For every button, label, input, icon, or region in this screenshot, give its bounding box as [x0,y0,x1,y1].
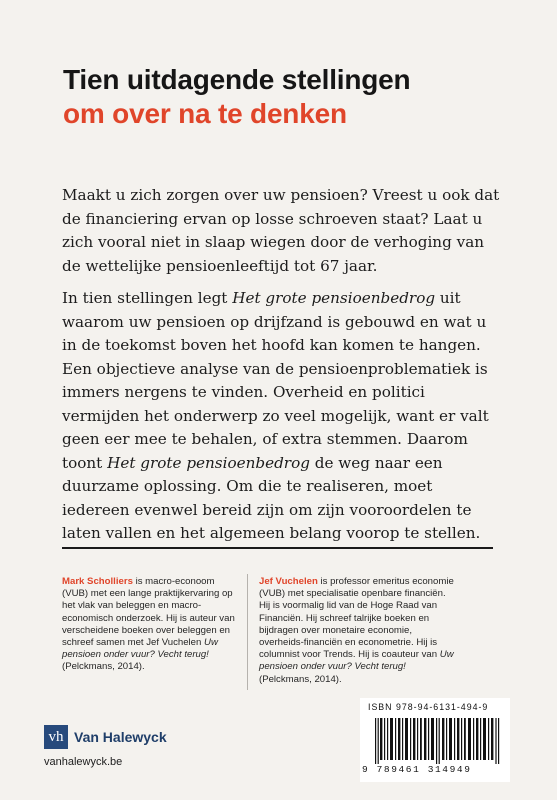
blurb-paragraph-1: Maakt u zich zorgen over uw pensioen? Vreest u ook dat de financiering ervan op losse schroeven staat? Laat u zich vooral niet in slaap wiegen door de verhoging van de wettelijke pensioenleeftijd tot 67 jaar. [62,186,500,275]
blurb-text: de weg naar een duurzame oplossing. Om die te realiseren, moet iedereen evenwel bereid zijn om zijn vooroordelen te laten vallen en het algemeen belang voorop te stellen. [62,453,481,542]
bio-text: (Pelckmans, 2014). [62,661,145,673]
isbn-label: ISBN 978-94-6131-494-9 [368,702,489,712]
publisher-name: Van Halewyck [74,729,167,745]
barcode-bars [375,718,501,764]
bio-text: is professor emeritus economie (VUB) met specialisatie openbare financiën. Hij is voormalig lid van de Hoge Raad van Financiën. Hij schreef talrijke boeken en bijdragen over monetaire economie, overheids-financiën en econometrie. Hij is columnist voor Trends. Hij is coauteur van [259,576,454,661]
publisher-website: vanhalewyck.be [44,756,123,768]
blurb-paragraph-2 [62,287,502,546]
author-name: Mark Scholliers [62,576,133,587]
publisher-logo-mark: vh [44,725,68,749]
divider-rule [62,547,493,549]
heading-line-1: Tien uitdagende stellingen [63,64,411,95]
blurb-text: In tien stellingen legt [62,289,233,307]
heading-line-2: om over na te denken [63,98,347,129]
column-divider [247,574,248,690]
book-title: Uw pensioen onder vuur? Vecht terug! [62,637,218,661]
bio-text: (Pelckmans, 2014). [259,673,342,685]
author-bio-scholliers [62,576,238,674]
book-title: Het grote pensioenbedrog [107,453,310,472]
barcode-box [360,698,510,782]
barcode-digits: 9 789461 314949 [362,764,472,775]
author-bio-vuchelen [259,576,459,686]
book-title: Uw pensioen onder vuur? Vecht terug! [259,649,454,673]
author-name: Jef Vuchelen [259,576,318,587]
blurb-text: uit waarom uw pensioen op drijfzand is gebouwd en wat u in de toekomst boven het hoofd kan komen te hangen. Een objectieve analyse van de pensioenproblematiek is immers nergens te vinden. Overheid en politici vermijden het onderwerp zo veel mogelijk, want er valt geen eer mee te behalen, of extra stemmen. Daarom toont [62,289,489,472]
bio-text: is macro-econoom (VUB) met een lange praktijkervaring op het vlak van beleggen en macro-economisch onderzoek. Hij is auteur van verscheidene boeken over beleggen en schreef samen met Jef Vuchelen [62,576,235,649]
publisher-logo [44,725,167,749]
blurb [62,184,502,546]
book-title: Het grote pensioenbedrog [232,289,436,307]
